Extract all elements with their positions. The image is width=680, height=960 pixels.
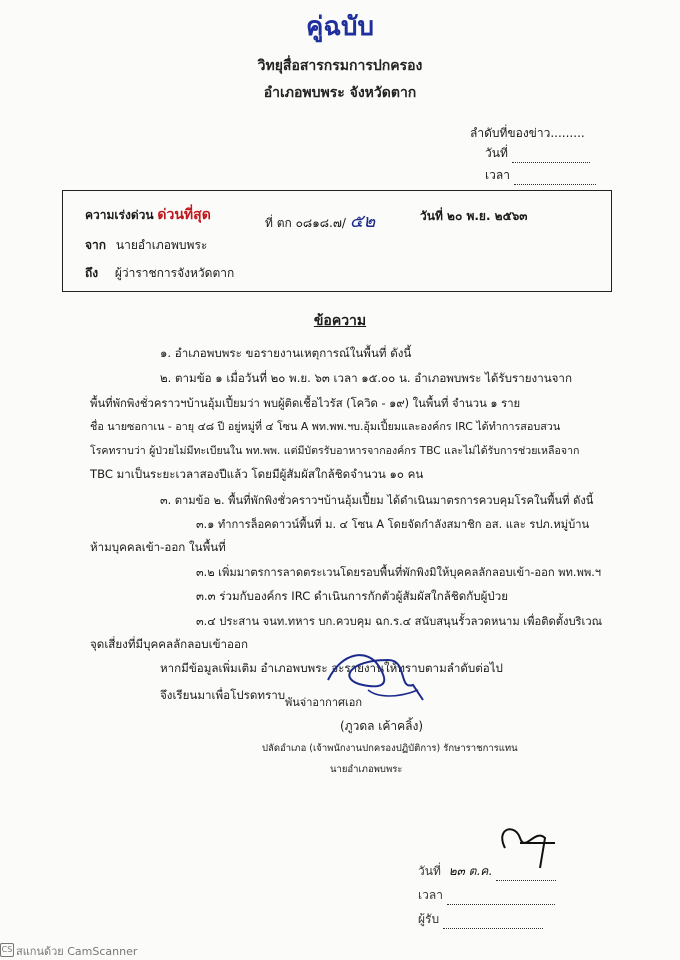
org-line-2: อำเภอพบพระ จังหวัดตาก <box>263 85 417 101</box>
record-date-dots <box>512 150 590 163</box>
message-line: ๓. ตามข้อ ๒. พื้นที่พักพิงชั่วคราวฯบ้านอุ้มเปี้ยม ได้ดำเนินมาตรการควบคุมโรคในพื้นที่ ดังนี้ <box>160 494 594 507</box>
record-seq <box>470 124 585 143</box>
message-line: TBC มาเป็นระยะเวลาสองปีแล้ว โดยมีผู้สัมผัสใกล้ชิดจำนวน ๑๐ คน <box>90 467 424 481</box>
receipt-time-label: เวลา <box>418 888 443 902</box>
receipt-date-handwritten: ๒๓ ต.ค. <box>448 864 493 878</box>
doc-date: วันที่ ๒๐ พ.ย. ๒๕๖๓ <box>420 209 528 223</box>
message-line: โรคทราบว่า ผู้ป่วยไม่มีทะเบียนใน พท.พพ. แต่มีบัตรรับอาหารจากองค์กร TBC และไม่ได้รับการช่วยเหลือจาก <box>90 445 580 457</box>
urgency-label: ความเร่งด่วน <box>85 208 154 222</box>
message-heading: ข้อความ <box>313 313 367 329</box>
message-line: ๒. ตามข้อ ๑ เมื่อวันที่ ๒๐ พ.ย. ๖๓ เวลา ๑๕.๐๐ น. อำเภอพบพระ ได้รับรายงานจาก <box>160 371 572 385</box>
signer-title: นายอำเภอพบพระ <box>330 764 403 775</box>
receipt-date <box>418 862 556 881</box>
receipt-date-dots <box>496 868 556 881</box>
signer-position: ปลัดอำเภอ (เจ้าพนักงานปกครองปฏิบัติการ) รักษาราชการแทน <box>262 743 518 754</box>
to-label: ถึง <box>85 266 99 280</box>
record-seq-label: ลำดับที่ของข่าว......... <box>470 126 585 140</box>
message-line: ๓.๓ ร่วมกับองค์กร IRC ดำเนินการกักตัวผู้สัมผัสใกล้ชิดกับผู้ป่วย <box>196 589 509 603</box>
receipt-time-dots <box>447 892 555 905</box>
message-line: หากมีข้อมูลเพิ่มเติม อำเภอพบพระ จะรายงานให้ทราบตามลำดับต่อไป <box>160 661 503 675</box>
receipt-receiver <box>418 910 543 929</box>
doc-number-handwritten: ๕๒ <box>349 211 376 232</box>
camscanner-icon: CS <box>0 943 14 957</box>
message-line: จุดเสี่ยงที่มีบุคคลลักลอบเข้าออก <box>90 637 248 651</box>
urgency-row <box>85 204 211 226</box>
message-line: ๓.๒ เพิ่มมาตรการลาดตระเวนโดยรอบพื้นที่พักพิงมิให้บุคคลลักลอบเข้า-ออก พท.พพ.ฯ <box>196 566 602 579</box>
scanner-watermark: สแกนด้วย CamScanner <box>16 945 138 958</box>
message-line: ๓.๑ ทำการล็อคดาวน์พื้นที่ ม. ๔ โซน A โดยจัดกำลังสมาชิก อส. และ รปภ.หมู่บ้าน <box>196 518 590 531</box>
to-value: ผู้ว่าราชการจังหวัดตาก <box>114 266 235 280</box>
signer-name: (ภูวดล เค้าคลิ้ง) <box>340 719 424 733</box>
signer-rank: พันจ่าอากาศเอก <box>285 696 363 709</box>
from-row <box>85 236 207 255</box>
record-date-label: วันที่ <box>485 146 508 160</box>
message-line: จึงเรียนมาเพื่อโปรดทราบ <box>160 688 286 702</box>
record-time <box>485 166 596 185</box>
message-line: ๓.๔ ประสาน จนท.ทหาร บก.ควบคุม ฉก.ร.๔ สนับสนุนรั้วลวดหนาม เพื่อติดตั้งบริเวณ <box>196 615 603 628</box>
receipt-receiver-dots <box>443 916 543 929</box>
record-time-dots <box>514 172 596 185</box>
document-title: คู่ฉบับ <box>305 12 375 42</box>
receipt-date-label: วันที่ <box>418 864 441 878</box>
message-line: ห้ามบุคคลเข้า-ออก ในพื้นที่ <box>90 540 226 554</box>
org-line-1: วิทยุสื่อสารกรมการปกครอง <box>257 58 423 74</box>
receipt-receiver-label: ผู้รับ <box>418 912 440 926</box>
record-date <box>485 144 590 163</box>
message-line: ชื่อ นายซอกาเน - อายุ ๔๘ ปี อยู่หมู่ที่ ๔ โซน A พท.พพ.ฯบ.อุ้มเปี้ยมและองค์กร IRC ได้ทำการสอบสวน <box>90 420 561 433</box>
record-time-label: เวลา <box>485 168 510 182</box>
from-label: จาก <box>85 238 107 252</box>
from-value: นายอำเภอพบพระ <box>115 238 208 252</box>
urgency-value: ด่วนที่สุด <box>157 207 211 223</box>
doc-number-label: ที่ ตก ๐๘๑๘.๗/ <box>265 216 346 230</box>
receipt-time <box>418 886 555 905</box>
to-row <box>85 264 234 283</box>
message-line: ๑. อำเภอพบพระ ขอรายงานเหตุการณ์ในพื้นที่ ดังนี้ <box>160 346 412 360</box>
doc-number <box>265 206 375 235</box>
message-line: พื้นที่พักพิงชั่วคราวฯบ้านอุ้มเปี้ยมว่า พบผู้ติดเชื้อไวรัส (โควิด - ๑๙) ในพื้นที่ จำนวน ๑ ราย <box>90 397 521 410</box>
